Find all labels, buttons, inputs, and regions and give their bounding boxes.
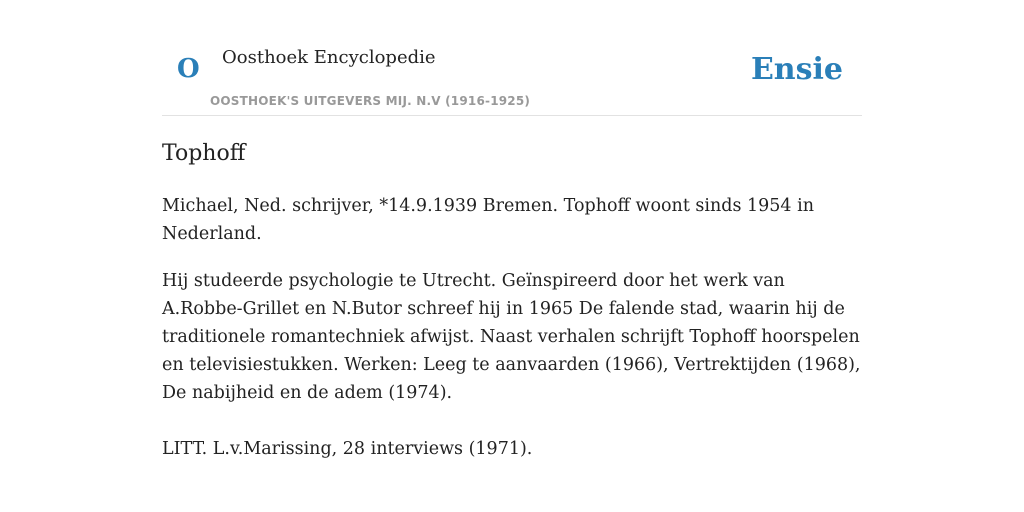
- entry-title: Tophoff: [162, 141, 246, 166]
- source-title-link[interactable]: Oosthoek Encyclopedie: [222, 47, 436, 68]
- article-page: [162, 0, 862, 512]
- entry-paragraph-literature: LITT. L.v.Marissing, 28 interviews (1971).: [162, 439, 533, 459]
- source-logo[interactable]: O: [177, 54, 200, 84]
- entry-paragraph-body: Hij studeerde psychologie te Utrecht. Geïnspireerd door het werk van A.Robbe-Grillet en N.Butor schreef hij in 1965 De falende stad, waarin hij de traditionele romantechniek afwijst. Naast verhalen schrijft Tophoff hoorspelen en televisiestukken. Werken: Leeg te aanvaarden (1966), Vertrektijden (1968), De nabijheid en de adem (1974).: [162, 271, 861, 403]
- entry-paragraph-intro: Michael, Ned. schrijver, *14.9.1939 Bremen. Tophoff woont sinds 1954 in Nederland.: [162, 196, 814, 244]
- ensie-logo-link[interactable]: Ensie: [750, 52, 843, 87]
- source-header: [162, 0, 862, 116]
- source-subtitle: OOSTHOEK'S UITGEVERS MIJ. N.V (1916-1925): [210, 94, 531, 108]
